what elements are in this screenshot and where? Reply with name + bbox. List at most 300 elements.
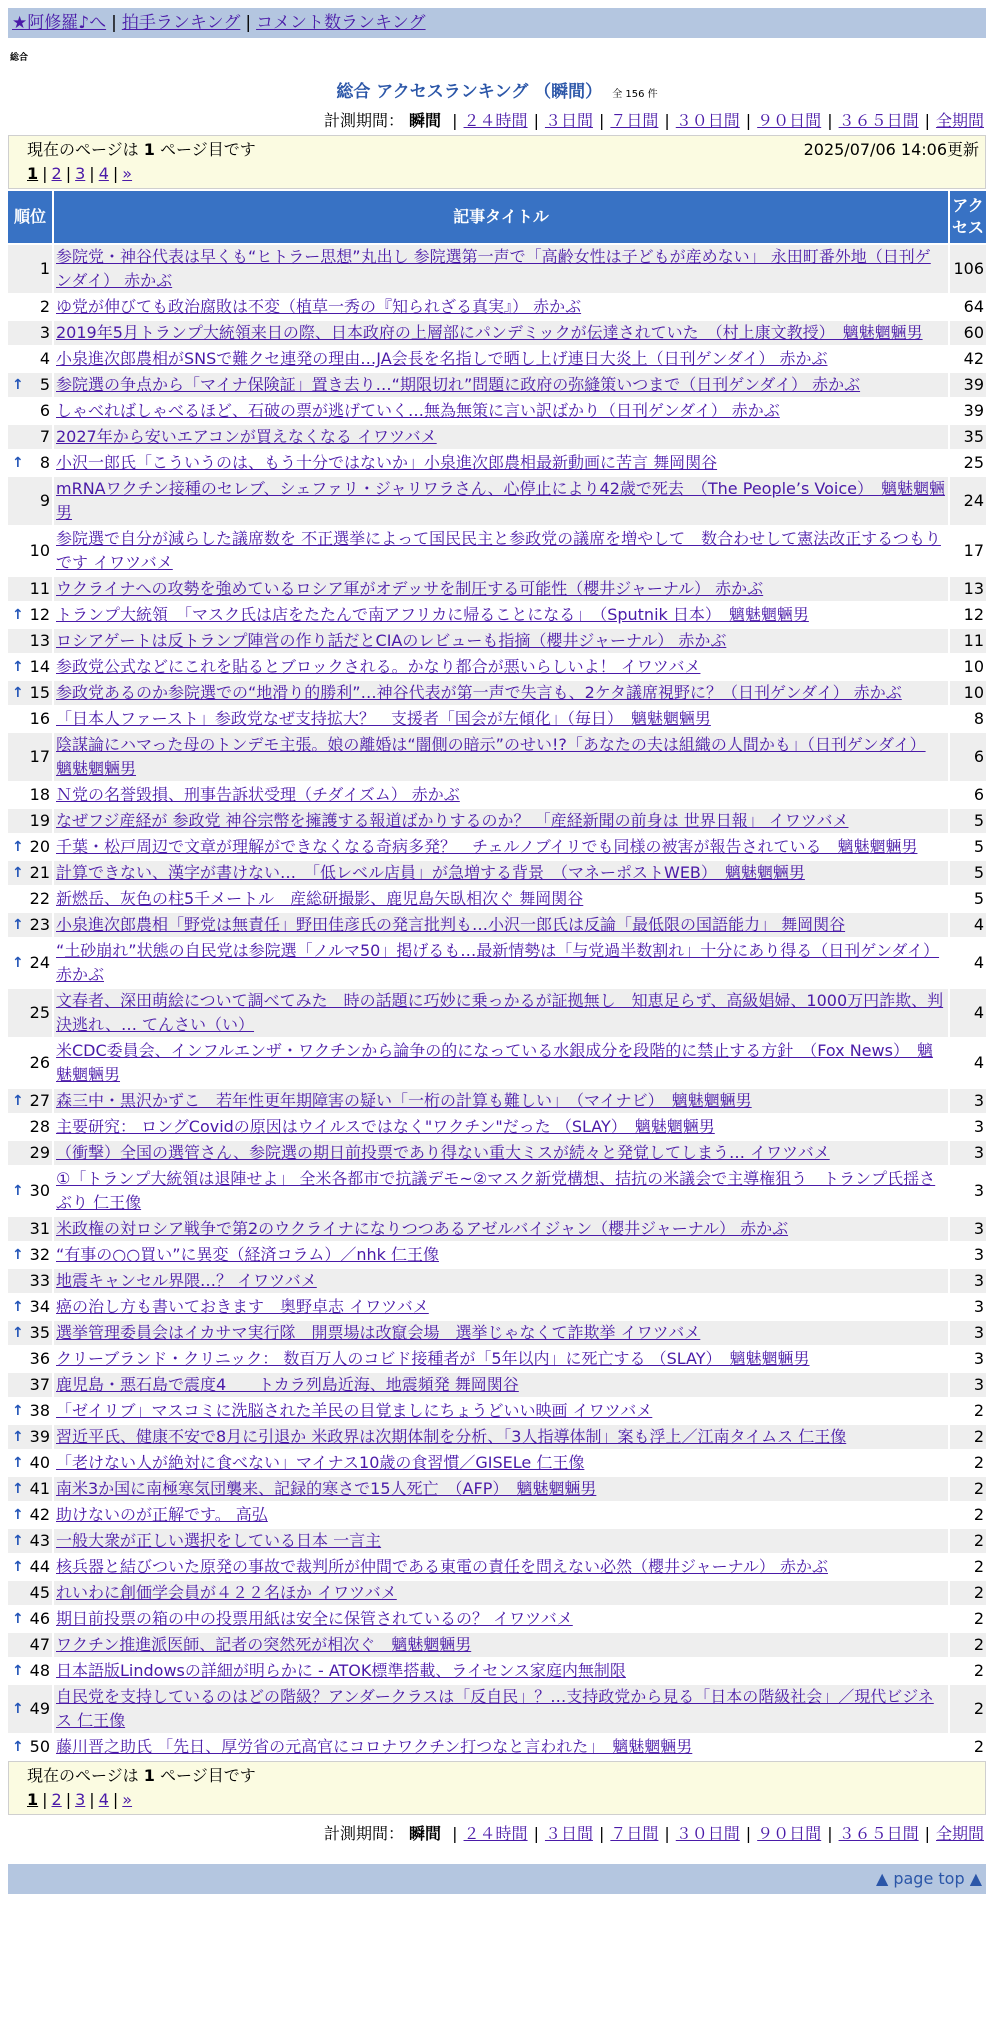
rank-cell [8,1685,52,1733]
rank-number: 15 [29,683,50,702]
title-cell [54,1607,948,1631]
access-count: 2 [950,1659,986,1683]
title-cell [54,681,948,705]
title-cell [54,783,948,807]
title-cell [54,989,948,1037]
article-link[interactable]: 地震キャンセル界隈…？ イワツバメ [56,1271,317,1290]
up-arrow-icon: ↑ [12,659,24,675]
table-row [8,887,986,911]
rank-number: 16 [29,709,50,728]
separator: | [924,1824,930,1843]
rank-cell [8,451,52,475]
access-count: 2 [950,1451,986,1475]
article-link[interactable]: 新燃岳、灰色の柱5千メートル 産総研撮影、鹿児島矢臥相次ぐ 舞岡関谷 [56,889,584,908]
page-link[interactable]: » [122,1790,133,1809]
access-count: 11 [950,629,986,653]
table-row [8,1503,986,1527]
rank-cell [8,1269,52,1293]
separator: | [745,111,752,130]
access-count: 60 [950,321,986,345]
rank-number: 11 [29,579,50,598]
rank-cell [8,1115,52,1139]
period-link[interactable]: ７日間 [610,1824,659,1843]
separator: | [89,164,95,183]
title-cell [54,655,948,679]
rank-cell [8,1399,52,1423]
ranking-title-line [0,77,994,102]
nav-link-comment-ranking[interactable]: コメント数ランキング [256,13,426,33]
table-row [8,1685,986,1733]
separator: | [42,164,48,183]
rank-cell [8,425,52,449]
title-cell [54,1503,948,1527]
article-link[interactable]: ロシアゲートは反トランプ陣営の作り話だとCIAのレビューも指摘（櫻井ジャーナル） 赤かぶ [56,631,727,650]
page-status: 現在のページは 1 ページ目です [27,140,256,159]
separator: | [533,111,539,130]
article-link[interactable]: 期日前投票の箱の中の投票用紙は安全に保管されているの？ イワツバメ [56,1609,573,1628]
title-cell [54,603,948,627]
title-cell [54,1373,948,1397]
separator: | [924,111,930,130]
period-link[interactable]: ２４時間 [463,111,528,130]
article-link[interactable]: Ｎ党の名誉毀損、刑事告訴状受理（チダイズム） 赤かぶ [56,785,460,804]
access-count: 12 [950,603,986,627]
period-current: 瞬間 [409,1824,442,1843]
article-link[interactable]: mRNAワクチン接種のセレブ、シェファリ・ジャリワラさん、心停止により42歳で死去 （The People’s Voice） 魑魅魍魎男 [56,479,945,522]
access-count: 2 [950,1607,986,1631]
period-selector-top [0,108,984,131]
rank-cell [8,245,52,293]
rank-cell [8,1295,52,1319]
title-cell [54,1217,948,1241]
article-link[interactable]: 米CDC委員会、インフルエンザ・ワクチンから論争の的になっている水銀成分を段階的に禁止する方針 （Fox News） 魑魅魍魎男 [56,1041,933,1084]
title-cell [54,245,948,293]
nav-link-clap-ranking[interactable]: 拍手ランキング [121,13,241,33]
rank-cell [8,1167,52,1215]
page-link[interactable]: 4 [98,164,109,183]
table-row [8,1425,986,1449]
rank-cell [8,913,52,937]
page-link[interactable]: 4 [98,1790,109,1809]
table-row [8,1167,986,1215]
access-count: 3 [950,1115,986,1139]
article-link[interactable]: 参院選の争点から「マイナ保険証」置き去り…“期限切れ”問題に政府の弥縫策いつまで（日刊ゲンダイ） 赤かぶ [56,375,861,394]
article-link[interactable]: 藤川晋之助氏 「先日、厚労省の元高官にコロナワクチン打つなと言われた」 魑魅魍魎男 [56,1737,693,1756]
access-count: 2 [950,1581,986,1605]
up-arrow-icon: ↑ [12,1403,24,1419]
rank-number: 31 [29,1219,50,1238]
period-link[interactable]: ３６５日間 [838,111,919,130]
rank-number: 8 [39,453,50,472]
access-count: 3 [950,1347,986,1371]
page-link[interactable]: 3 [75,164,86,183]
access-count: 2 [950,1685,986,1733]
access-count: 17 [950,527,986,575]
title-cell [54,1089,948,1113]
period-link[interactable]: ９０日間 [757,1824,822,1843]
period-link[interactable]: ９０日間 [757,111,822,130]
access-count: 39 [950,373,986,397]
footer-bar [8,1864,986,1894]
rank-number: 40 [29,1453,50,1472]
title-cell [54,1039,948,1087]
article-link[interactable]: 自民党を支持しているのはどの階級？アンダークラスは「反自民」？…支持政党から見る「日本の階級社会」／現代ビジネス 仁王像 [56,1687,934,1730]
access-count: 5 [950,887,986,911]
table-row [8,451,986,475]
rank-number: 41 [29,1479,50,1498]
title-cell [54,347,948,371]
rank-number: 1 [39,259,50,278]
access-count: 106 [950,245,986,293]
article-link[interactable]: 千葉・松戸周辺で文章が理解ができなくなる奇病多発？ チェルノブイリでも同様の被害が報告されている 魑魅魍魎男 [56,837,918,856]
table-row [8,1269,986,1293]
access-count: 3 [950,1089,986,1113]
category-label: 総合 [10,53,29,63]
table-row [8,1373,986,1397]
up-arrow-icon: ↑ [12,455,24,471]
separator: | [598,1824,605,1843]
article-link[interactable]: 助けないのが正解です。 高弘 [56,1505,268,1524]
rank-number: 34 [29,1297,50,1316]
separator: | [827,1824,833,1843]
separator: | [112,1790,119,1809]
rank-number: 23 [29,915,50,934]
period-current: 瞬間 [409,111,442,130]
access-count: 3 [950,1269,986,1293]
rank-cell [8,655,52,679]
up-arrow-icon: ↑ [12,955,24,971]
table-row [8,577,986,601]
table-row [8,1039,986,1087]
period-link[interactable]: ３０日間 [675,111,740,130]
article-link[interactable]: 森三中・黒沢かずこ 若年性更年期障害の疑い「一桁の計算も難しい」 （マイナビ） 魑魅魍魎男 [56,1091,752,1110]
separator: | [533,1824,539,1843]
rank-cell [8,1633,52,1657]
rank-number: 24 [29,953,50,972]
rank-cell [8,1217,52,1241]
title-cell [54,451,948,475]
table-row [8,1347,986,1371]
article-link[interactable]: ①「トランプ大統領は退陣せよ」 全米各都市で抗議デモ~②マスク新党構想、拮抗の米議会で主導権狙う トランプ氏揺さぶり 仁王像 [56,1169,936,1212]
article-link[interactable]: 小泉進次郎農相がSNSで難クセ連発の理由…JA会長を名指しで晒し上げ連日大炎上（日刊ゲンダイ） 赤かぶ [56,349,828,368]
rank-cell [8,399,52,423]
page-link[interactable]: 2 [51,1790,62,1809]
article-link[interactable]: 選挙管理委員会はイカサマ実行隊 開票場は改竄会場 選挙じゃなくて詐欺挙 イワツバメ [56,1323,701,1342]
rank-number: 27 [29,1091,50,1110]
table-row [8,629,986,653]
rank-number: 49 [29,1699,50,1718]
article-link[interactable]: 「ゼイリブ」マスコミに洗脳された羊民の目覚ましにちょうどいい映画 イワツバメ [56,1401,653,1420]
access-count: 5 [950,809,986,833]
title-cell [54,1659,948,1683]
separator: | [664,1824,670,1843]
access-count: 10 [950,655,986,679]
title-cell [54,707,948,731]
up-arrow-icon: ↑ [12,1429,24,1445]
rank-cell [8,1529,52,1553]
period-link[interactable]: ３０日間 [675,1824,740,1843]
access-count: 24 [950,477,986,525]
access-count: 2 [950,1529,986,1553]
title-cell [54,939,948,987]
article-link[interactable]: 一般大衆が正しい選択をしている日本 一言主 [56,1531,382,1550]
rank-number: 42 [29,1505,50,1524]
rank-number: 47 [29,1635,50,1654]
access-count: 64 [950,295,986,319]
title-cell [54,295,948,319]
up-arrow-icon: ↑ [12,607,24,623]
rank-cell [8,295,52,319]
table-row [8,1581,986,1605]
article-link[interactable]: 習近平氏、健康不安で8月に引退か 米政界は次期体制を分析、「3人指導体制」案も浮上／江南タイムス 仁王像 [56,1427,847,1446]
period-link[interactable]: ３日間 [544,1824,593,1843]
rank-number: 9 [39,491,50,510]
title-cell [54,861,948,885]
page-link-current[interactable]: 1 [27,1790,39,1809]
article-link[interactable]: 小泉進次郎農相「野党は無責任」野田佳彦氏の発言批判も…小沢一郎氏は反論「最低限の国語能力」 舞岡関谷 [56,915,846,934]
title-cell [54,1477,948,1501]
article-link[interactable]: 南米3か国に南極寒気団襲来、記録的寒さで15人死亡 （AFP） 魑魅魍魎男 [56,1479,597,1498]
table-row [8,399,986,423]
period-link[interactable]: ３日間 [544,111,593,130]
rank-cell [8,1581,52,1605]
rank-number: 20 [29,837,50,856]
page-link[interactable]: 3 [75,1790,86,1809]
rank-cell [8,321,52,345]
title-cell [54,527,948,575]
pager-top [8,135,986,189]
article-link[interactable]: トランプ大統領 「マスク氏は店をたたんで南アフリカに帰ることになる」 （Sputnik 日本） 魑魅魍魎男 [56,605,809,624]
nav-link-asyura[interactable]: ★阿修羅♪へ [12,13,107,33]
article-link[interactable]: ウクライナへの攻勢を強めているロシア軍がオデッサを制圧する可能性（櫻井ジャーナル） 赤かぶ [56,579,764,598]
separator: | [452,111,458,130]
rank-number: 44 [29,1557,50,1576]
title-cell [54,1581,948,1605]
rank-cell [8,477,52,525]
rank-number: 3 [39,323,50,342]
pager-bottom [8,1761,986,1815]
table-row [8,1115,986,1139]
access-count: 4 [950,939,986,987]
rank-cell [8,1243,52,1267]
article-link[interactable]: 陰謀論にハマった母のトンデモ主張。娘の離婚は“闇側の暗示”のせい!?「あなたの夫は組織の人間かも」（日刊ゲンダイ） 魑魅魍魎男 [56,735,926,778]
rank-cell [8,681,52,705]
up-arrow-icon: ↑ [12,1663,24,1679]
up-arrow-icon: ↑ [12,685,24,701]
up-arrow-icon: ↑ [12,1481,24,1497]
table-row [8,1529,986,1553]
rank-cell [8,1347,52,1371]
article-link[interactable]: ゆ党が伸びても政治腐敗は不変（植草一秀の『知られざる真実』） 赤かぶ [56,297,582,316]
rank-number: 21 [29,863,50,882]
period-link[interactable]: ３６５日間 [838,1824,919,1843]
rank-cell [8,809,52,833]
page-top-link[interactable]: ▲ page top ▲ [875,1869,982,1888]
rank-cell [8,1607,52,1631]
up-arrow-icon: ↑ [12,839,24,855]
title-cell [54,835,948,859]
title-cell [54,577,948,601]
article-link[interactable]: しゃべればしゃべるほど、石破の票が逃げていく…無為無策に言い訳ばかり（日刊ゲンダイ） 赤かぶ [56,401,780,420]
access-count: 3 [950,1167,986,1215]
article-link[interactable]: ワクチン推進派医師、記者の突然死が相次ぐ 魑魅魍魎男 [56,1635,472,1654]
top-nav-bar: ★阿修羅♪へ | 拍手ランキング | コメント数ランキング [8,8,986,38]
rank-cell [8,1503,52,1527]
article-link[interactable]: 核兵器と結びついた原発の事故で裁判所が仲間である東電の責任を問えない必然（櫻井ジャーナル） 赤かぶ [56,1557,828,1576]
ranking-table [6,189,988,1761]
rank-number: 14 [29,657,50,676]
article-link[interactable]: 小沢一郎氏「こういうのは、もう十分ではないか」小泉進次郎農相最新動画に苦言 舞岡関谷 [56,453,718,472]
period-selector-bottom [0,1821,984,1844]
access-count: 2 [950,1503,986,1527]
article-link[interactable]: “土砂崩れ”状態の自民党は参院選「ノルマ50」掲げるも…最新情勢は「与党過半数割れ」十分にあり得る（日刊ゲンダイ） 赤かぶ [56,941,940,984]
article-link[interactable]: 米政権の対ロシア戦争で第2のウクライナになりつつあるアゼルバイジャン（櫻井ジャーナル） 赤かぶ [56,1219,789,1238]
table-row [8,861,986,885]
rank-number: 18 [29,785,50,804]
access-count: 2 [950,1425,986,1449]
up-arrow-icon: ↑ [12,865,24,881]
article-link[interactable]: 癌の治し方も書いておきます 奥野卓志 イワツバメ [56,1297,429,1316]
article-link[interactable]: クリーブランド・クリニック： 数百万人のコビド接種者が「5年以内」に死亡する （SLAY） 魑魅魍魎男 [56,1349,810,1368]
period-link[interactable]: 全期間 [935,111,984,130]
rank-number: 30 [29,1181,50,1200]
period-link[interactable]: ７日間 [610,111,659,130]
rank-cell [8,733,52,781]
article-link[interactable]: 計算できない、漢字が書けない… 「低レベル店員」が急増する背景 （マネーポストWEB） 魑魅魍魎男 [56,863,805,882]
access-count: 2 [950,1735,986,1759]
table-row [8,245,986,293]
rank-number: 17 [29,747,50,766]
article-link[interactable]: 「日本人ファースト」参政党なぜ支持拡大？ 支援者「国会が左傾化」（毎日） 魑魅魍魎男 [56,709,711,728]
title-cell [54,1529,948,1553]
up-arrow-icon: ↑ [12,1247,24,1263]
rank-number: 36 [29,1349,50,1368]
rank-number: 28 [29,1117,50,1136]
rank-number: 6 [39,401,50,420]
rank-number: 33 [29,1271,50,1290]
rank-cell [8,1425,52,1449]
rank-cell [8,707,52,731]
table-row [8,913,986,937]
updated-timestamp: 2025/07/06 14:06更新 [803,140,979,159]
article-link[interactable]: 2019年5月トランプ大統領来日の際、日本政府の上層部にパンデミックが伝達されていた （村上康文教授） 魑魅魍魎男 [56,323,923,342]
table-row [8,1633,986,1657]
article-link[interactable]: “有事の○○買い”に異変（経済コラム）／nhk 仁王像 [56,1245,439,1264]
rank-cell [8,1477,52,1501]
rank-cell [8,939,52,987]
article-link[interactable]: れいわに創価学会員が４２２名ほか イワツバメ [56,1583,397,1602]
table-row [8,1295,986,1319]
period-link[interactable]: ２４時間 [463,1824,528,1843]
article-link[interactable]: 参政党あるのか参院選での“地滑り的勝利”…神谷代表が第一声で失言も、2ケタ議席視野に？（日刊ゲンダイ） 赤かぶ [56,683,902,702]
title-cell [54,887,948,911]
article-link[interactable]: なぜフジ産経が 参政党 神谷宗幣を擁護する報道ばかりするのか？ 「産経新聞の前身は 世界日報」 イワツバメ [56,811,849,830]
article-link[interactable]: 「老けない人が絶対に食べない」マイナス10歳の食習慣／GISELe 仁王像 [56,1453,585,1472]
article-link[interactable]: （衝撃）全国の選管さん、参院選の期日前投票であり得ない重大ミスが続々と発覚してしまう… イワツバメ [56,1143,830,1162]
table-row [8,1451,986,1475]
rank-cell [8,1141,52,1165]
rank-number: 35 [29,1323,50,1342]
access-count: 5 [950,835,986,859]
access-count: 5 [950,861,986,885]
title-cell [54,1321,948,1345]
rank-number: 43 [29,1531,50,1550]
title-cell [54,1347,948,1371]
page-link[interactable]: » [122,164,133,183]
header-rank: 順位 [8,191,52,243]
table-row [8,1735,986,1759]
rank-number: 4 [39,349,50,368]
access-count: 25 [950,451,986,475]
page-link[interactable]: 2 [51,164,62,183]
access-count: 6 [950,733,986,781]
separator: | [65,164,72,183]
rank-cell [8,1735,52,1759]
table-row [8,425,986,449]
table-row [8,681,986,705]
up-arrow-icon: ↑ [12,377,24,393]
page-link-current[interactable]: 1 [27,164,39,183]
article-link[interactable]: 参院党・神谷代表は早くも“ヒトラー思想”丸出し 参院選第一声で「高齢女性は子どもが産めない」 永田町番外地（日刊ゲンダイ） 赤かぶ [56,247,931,290]
up-arrow-icon: ↑ [12,1611,24,1627]
access-count: 3 [950,1243,986,1267]
title-cell [54,1269,948,1293]
table-row [8,1141,986,1165]
separator: | [745,1824,752,1843]
rank-number: 37 [29,1375,50,1394]
rank-number: 26 [29,1053,50,1072]
title-cell [54,1735,948,1759]
table-row [8,783,986,807]
table-row [8,1217,986,1241]
article-link[interactable]: 日本語版Lindowsの詳細が明らかに - ATOK標準搭載、ライセンス家庭内無制限 [56,1661,626,1680]
title-cell [54,1141,948,1165]
up-arrow-icon: ↑ [12,1559,24,1575]
table-row [8,1555,986,1579]
table-row [8,989,986,1037]
article-link[interactable]: 参院選で自分が減らした議席数を 不正選挙によって国民民主と参政党の議席を増やして 数合わせして憲法改正するつもりです イワツバメ [56,529,941,572]
article-link[interactable]: 文春者、深田萌絵について調べてみた 時の話題に巧妙に乗っかるが証拠無し 知恵足らず、高級娼婦、1000万円詐欺、判決逃れ、… てんさい（い） [56,991,944,1034]
article-link[interactable]: 2027年から安いエアコンが買えなくなる イワツバメ [56,427,437,446]
table-row [8,1659,986,1683]
access-count: 42 [950,347,986,371]
rank-cell [8,577,52,601]
article-link[interactable]: 鹿児島・悪石島で震度4 トカラ列島近海、地震頻発 舞岡関谷 [56,1375,519,1394]
rank-number: 29 [29,1143,50,1162]
header-title: 記事タイトル [54,191,948,243]
article-link[interactable]: 参政党公式などにこれを貼るとブロックされる。かなり都合が悪いらしいよ！ イワツバメ [56,657,701,676]
period-link[interactable]: 全期間 [935,1824,984,1843]
article-link[interactable]: 主要研究： ロングCovidの原因はウイルスではなく"ワクチン"だった （SLAY） 魑魅魍魎男 [56,1117,715,1136]
table-row [8,1399,986,1423]
rank-number: 50 [29,1737,50,1756]
access-count: 3 [950,1373,986,1397]
rank-cell [8,527,52,575]
table-row [8,373,986,397]
rank-number: 39 [29,1427,50,1446]
rank-number: 45 [29,1583,50,1602]
period-label: 計測期間： [323,1824,404,1843]
rank-cell [8,603,52,627]
title-cell [54,1555,948,1579]
rank-number: 46 [29,1609,50,1628]
table-row [8,477,986,525]
title-cell [54,629,948,653]
separator: | [42,1790,48,1809]
table-row [8,939,986,987]
rank-cell [8,887,52,911]
separator: | [112,164,119,183]
